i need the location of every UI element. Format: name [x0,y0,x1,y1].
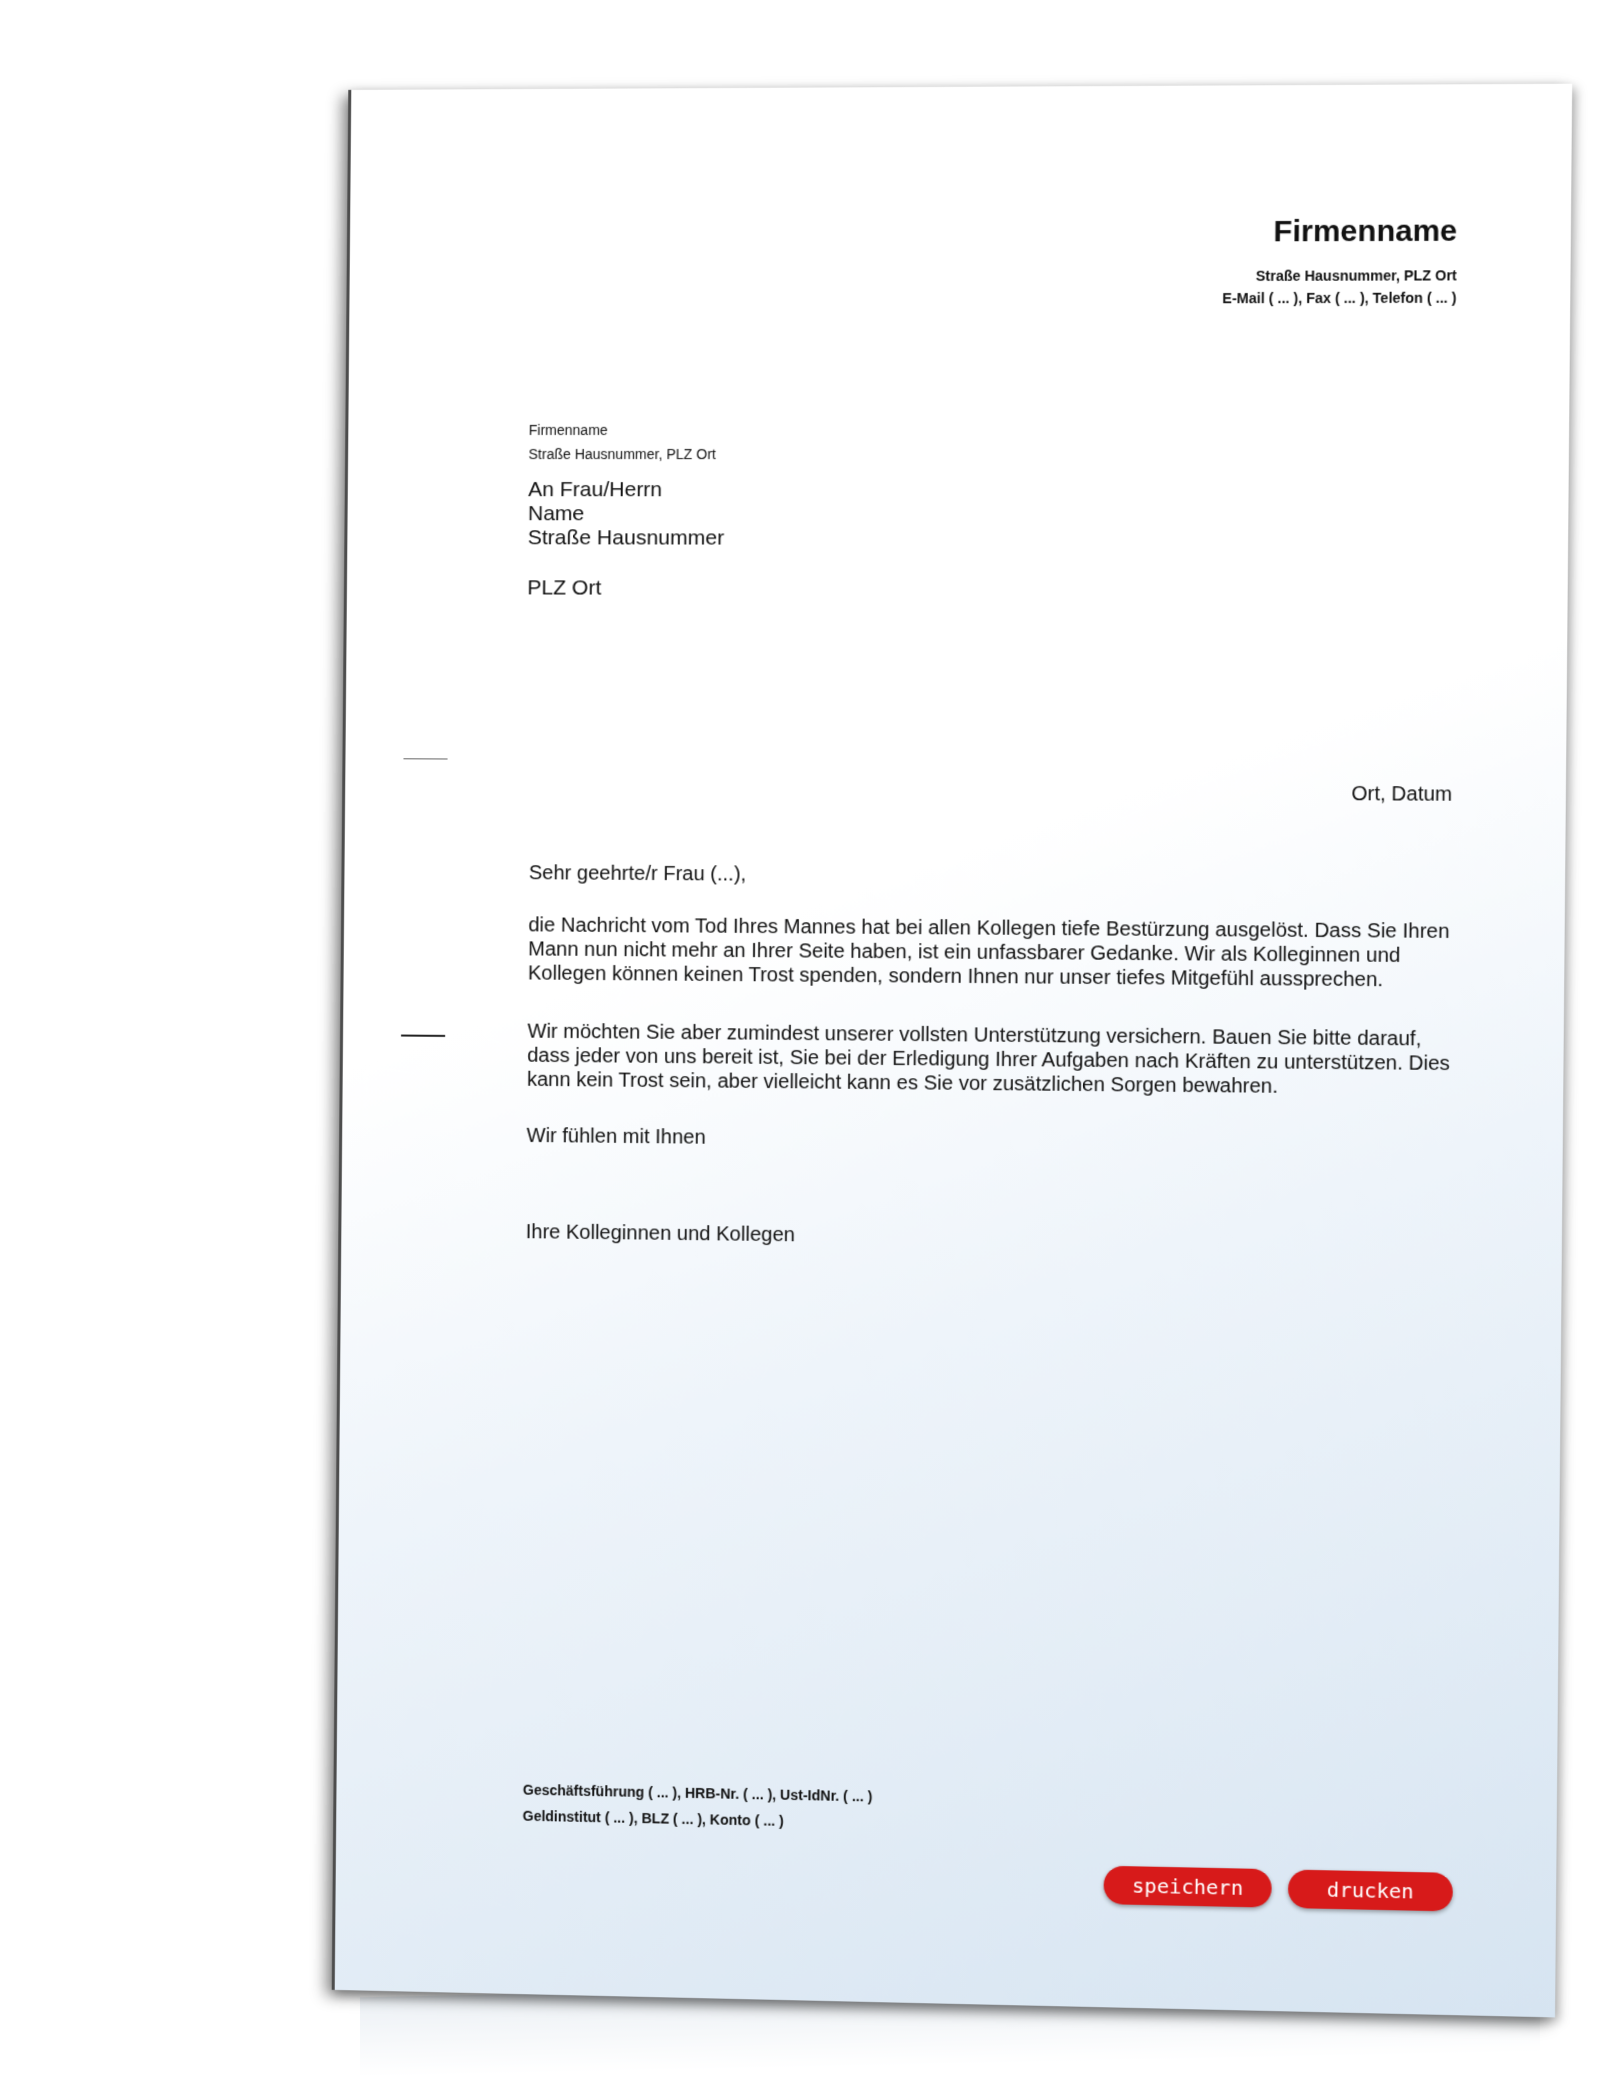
letter-paragraph-1: die Nachricht vom Tod Ihres Mannes hat bei allen Kollegen tiefe Bestürzung ausgelöst. Dass Sie Ihren Mann nun nicht mehr an Ihrer Seite haben, ist ein unfassbarer Gedanke. Wir als Kolleginnen und Kollegen können keinen Trost spenden, sondern Ihnen nur unser tiefes Mitgefühl aussprechen. [527,914,1450,992]
fold-mark-middle [401,1035,445,1037]
footer-company-info: Geschäftsführung ( ... ), HRB-Nr. ( ... ), Ust-IdNr. ( ... ) [522,1781,873,1805]
recipient-salutation: An Frau/Herrn [528,478,663,502]
letterhead-contact: E-Mail ( ... ), Fax ( ... ), Telefon ( ... ) [1222,289,1457,307]
letter-page [332,84,1572,2018]
recipient-name: Name [527,502,585,526]
sender-address: Straße Hausnummer, PLZ Ort [528,445,716,463]
letter-paragraph-2: Wir möchten Sie aber zumindest unserer vollsten Unterstützung versichern. Bauen Sie bitte darauf, dass jeder von uns bereit ist, Sie bei der Erledigung Ihrer Aufgaben nach Kräften zu unterstützen. Dies kann kein Trost sein, aber vielleicht kann es Sie vor zusätzlichen Sorgen bewahren. [526,1020,1451,1098]
print-button[interactable]: drucken [1288,1869,1453,1911]
place-date: Ort, Datum [1351,782,1453,806]
fold-mark-top [403,758,447,759]
letterhead-address: Straße Hausnummer, PLZ Ort [1255,267,1457,284]
letterhead-company: Firmenname [1273,214,1458,249]
footer-bank-info: Geldinstitut ( ... ), BLZ ( ... ), Konto ( ... ) [522,1807,784,1829]
letter-signature: Ihre Kolleginnen und Kollegen [525,1221,796,1247]
recipient-city: PLZ Ort [527,576,602,600]
letter-salutation: Sehr geehrte/r Frau (...), [528,862,747,886]
letter-closing: Wir fühlen mit Ihnen [526,1124,706,1149]
recipient-street: Straße Hausnummer [527,526,725,550]
sender-company: Firmenname [528,421,608,438]
save-button[interactable]: speichern [1103,1866,1271,1908]
